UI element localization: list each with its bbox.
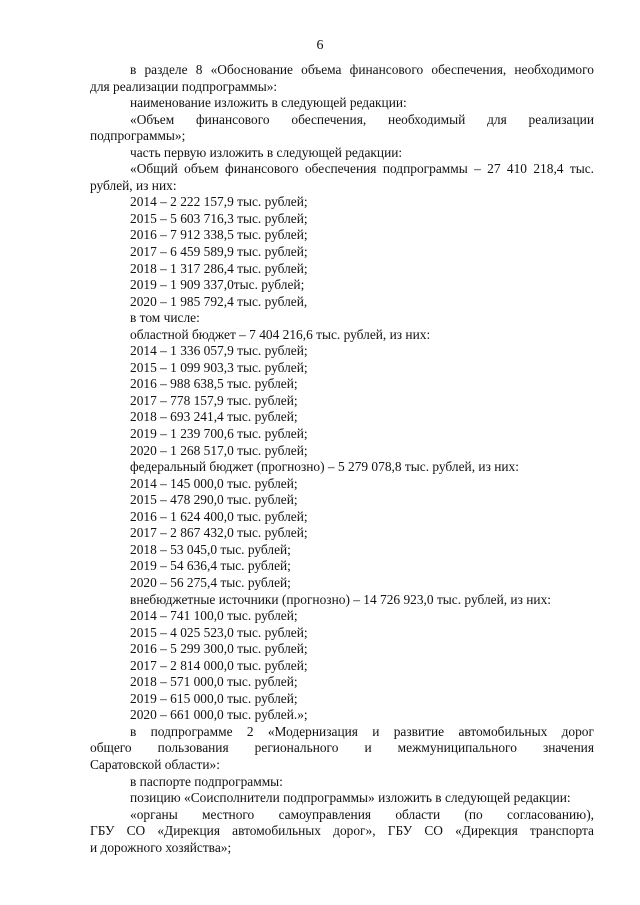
- text-line: ГБУ СО «Дирекция автомобильных дорог», ГБУ СО «Дирекция транспорта: [90, 823, 594, 839]
- text-line: общего пользования регионального и межмуниципального значения: [90, 740, 594, 756]
- text-line: позицию «Соисполнители подпрограммы» изложить в следующей редакции:: [130, 790, 571, 806]
- text-line: «Объем финансового обеспечения, необходимый для реализации: [130, 111, 594, 127]
- text-line: внебюджетные источники (прогнозно) – 14 726 923,0 тыс. рублей, из них:: [130, 591, 551, 607]
- text-line: 2018 – 53 045,0 тыс. рублей;: [130, 541, 291, 557]
- text-line: 2016 – 5 299 300,0 тыс. рублей;: [130, 641, 308, 657]
- text-line: 2015 – 478 290,0 тыс. рублей;: [130, 492, 298, 508]
- text-line: областной бюджет – 7 404 216,6 тыс. рублей, из них:: [130, 326, 431, 342]
- text-line: 2019 – 1 909 337,0тыс. рублей;: [130, 277, 305, 293]
- text-line: 2014 – 1 336 057,9 тыс. рублей;: [130, 343, 308, 359]
- document-body: [90, 62, 594, 856]
- text-line: 2019 – 54 636,4 тыс. рублей;: [130, 558, 291, 574]
- text-line: наименование изложить в следующей редакции:: [130, 95, 407, 111]
- text-line: 2016 – 1 624 400,0 тыс. рублей;: [130, 508, 308, 524]
- text-line: 2015 – 4 025 523,0 тыс. рублей;: [130, 624, 308, 640]
- text-line: «органы местного самоуправления области (по согласованию),: [130, 806, 594, 822]
- text-line: 2016 – 7 912 338,5 тыс. рублей;: [130, 227, 308, 243]
- text-line: часть первую изложить в следующей редакции:: [130, 144, 403, 160]
- text-line: 2019 – 1 239 700,6 тыс. рублей;: [130, 426, 308, 442]
- text-line: 2016 – 988 638,5 тыс. рублей;: [130, 376, 298, 392]
- text-line: для реализации подпрограммы»:: [90, 78, 278, 94]
- text-line: 2015 – 5 603 716,3 тыс. рублей;: [130, 210, 308, 226]
- page-number: 6: [316, 38, 324, 53]
- text-line: 2020 – 1 268 517,0 тыс. рублей;: [130, 442, 308, 458]
- text-line: 2014 – 2 222 157,9 тыс. рублей;: [130, 194, 308, 210]
- text-line: в разделе 8 «Обоснование объема финансового обеспечения, необходимого: [130, 62, 594, 77]
- text-line: 2020 – 56 275,4 тыс. рублей;: [130, 574, 291, 590]
- text-line: 2018 – 1 317 286,4 тыс. рублей;: [130, 260, 308, 276]
- text-line: Саратовской области»:: [90, 756, 220, 772]
- text-line: федеральный бюджет (прогнозно) – 5 279 078,8 тыс. рублей, из них:: [130, 459, 519, 475]
- text-line: 2020 – 661 000,0 тыс. рублей.»;: [130, 707, 308, 723]
- text-line: 2017 – 2 814 000,0 тыс. рублей;: [130, 657, 308, 673]
- text-line: в подпрограмме 2 «Модернизация и развитие автомобильных дорог: [130, 723, 594, 739]
- text-line: 2017 – 6 459 589,9 тыс. рублей;: [130, 244, 308, 260]
- text-line: 2019 – 615 000,0 тыс. рублей;: [130, 690, 298, 706]
- text-line: 2017 – 778 157,9 тыс. рублей;: [130, 392, 298, 408]
- text-line: в паспорте подпрограммы:: [130, 773, 283, 789]
- text-line: 2015 – 1 099 903,3 тыс. рублей;: [130, 359, 308, 375]
- text-line: 2020 – 1 985 792,4 тыс. рублей,: [130, 293, 308, 309]
- text-line: «Общий объем финансового обеспечения подпрограммы – 27 410 218,4 тыс.: [130, 161, 594, 177]
- text-line: 2018 – 571 000,0 тыс. рублей;: [130, 674, 298, 690]
- text-line: 2017 – 2 867 432,0 тыс. рублей;: [130, 525, 308, 541]
- text-line: 2018 – 693 241,4 тыс. рублей;: [130, 409, 298, 425]
- text-line: 2014 – 741 100,0 тыс. рублей;: [130, 608, 298, 624]
- text-line: и дорожного хозяйства»;: [90, 839, 232, 855]
- text-line: в том числе:: [130, 310, 200, 326]
- text-line: 2014 – 145 000,0 тыс. рублей;: [130, 475, 298, 491]
- text-line: рублей, из них:: [90, 177, 177, 193]
- text-line: подпрограммы»;: [90, 128, 186, 144]
